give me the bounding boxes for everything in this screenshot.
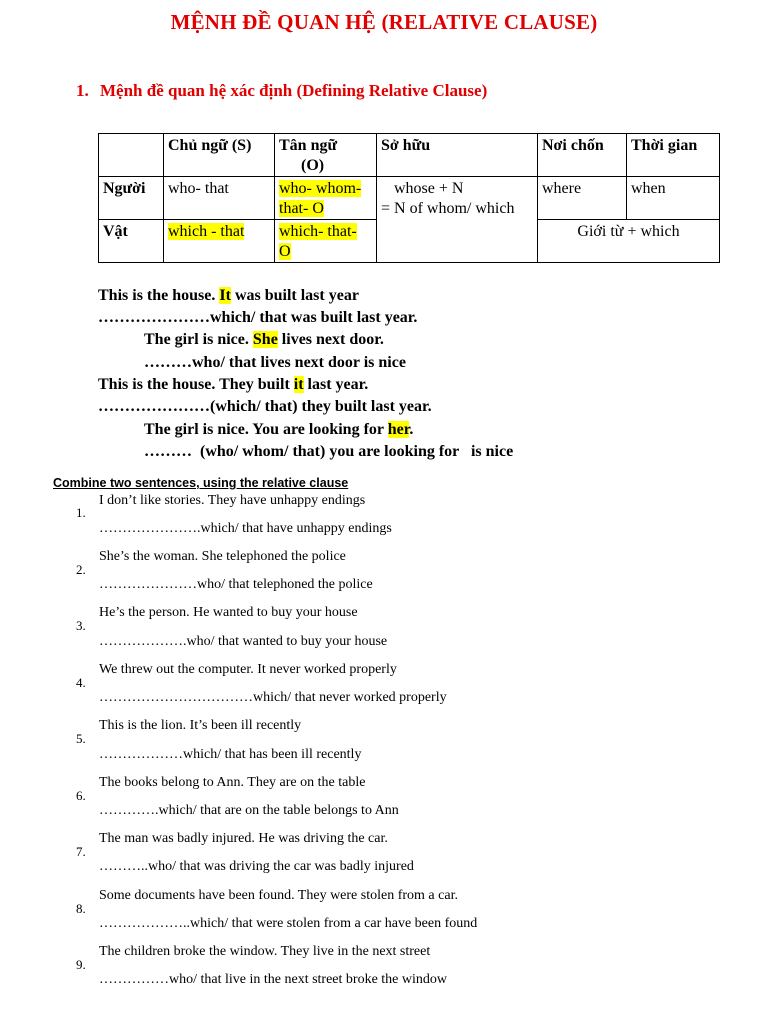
exercise-number: 9. [76, 957, 86, 972]
example-line-8: ……… (who/ whom/ that) you are looking for is nice [144, 443, 514, 460]
example-line-5 [98, 376, 368, 394]
thing-subject-text: which - that [168, 223, 245, 240]
example-line-1 [98, 287, 359, 305]
possessive-line1: whose + N [394, 180, 464, 197]
header-object-line1: Tân ngữ [279, 137, 338, 154]
exercise-number: 8. [76, 901, 86, 916]
possessive-cell [377, 177, 538, 263]
header-time: Thời gian [627, 134, 720, 177]
exercise-answer: ……………….who/ that wanted to buy your house [99, 634, 388, 649]
page-title: MỆNH ĐỀ QUAN HỆ (RELATIVE CLAUSE) [170, 10, 598, 34]
exercise-answer: ………………which/ that has been ill recently [99, 747, 362, 762]
thing-object [275, 220, 377, 263]
exercise-number: 1. [76, 505, 86, 520]
exercise-question: She’s the woman. She telephoned the police [99, 549, 346, 564]
thing-subject [164, 220, 275, 263]
exercise-number: 4. [76, 675, 86, 690]
example-line-4: ………who/ that lives next door is nice [144, 354, 406, 371]
header-possessive: Sở hữu [377, 134, 538, 177]
example-text: This is the house. [98, 287, 220, 304]
example-line-2: …………………which/ that was built last year. [98, 309, 418, 326]
example-text: The girl is nice. You are looking for [144, 421, 388, 438]
exercise-answer: ……………………………which/ that never worked properly [99, 690, 447, 705]
header-subject: Chủ ngữ (S) [164, 134, 275, 177]
exercise-answer: ………………….which/ that have unhappy endings [99, 521, 392, 536]
possessive-line2: = N of whom/ which [381, 200, 515, 217]
section-number: 1. [76, 81, 89, 100]
row-label-person: Người [99, 177, 164, 220]
exercise-answer: ………….which/ that are on the table belongs to Ann [99, 803, 399, 818]
exercise-heading: Combine two sentences, using the relative clause [53, 476, 349, 490]
thing-object-line2: O [279, 243, 291, 260]
exercise-answer: ………………..which/ that were stolen from a car have been found [99, 916, 478, 931]
example-line-6: …………………(which/ that) they built last year. [98, 398, 432, 415]
section-heading [76, 81, 487, 101]
thing-preposition: Giới từ + which [538, 220, 720, 263]
header-object-line2: (O) [301, 157, 325, 174]
thing-object-line1: which- that- [279, 223, 357, 240]
example-highlight: it [293, 376, 304, 393]
exercise-number: 2. [76, 562, 86, 577]
exercise-number: 5. [76, 731, 86, 746]
exercise-number: 6. [76, 788, 86, 803]
header-place: Nơi chốn [538, 134, 627, 177]
exercise-question: The children broke the window. They live in the next street [99, 944, 431, 959]
person-object-line1: who- whom- [279, 180, 362, 197]
exercise-number: 7. [76, 844, 86, 859]
section-heading-text: Mệnh đề quan hệ xác định (Defining Relative Clause) [100, 81, 488, 100]
example-line-7 [144, 421, 413, 439]
example-highlight: It [219, 287, 231, 304]
example-text: The girl is nice. [144, 331, 253, 348]
example-text: . [409, 421, 414, 438]
example-text: was built last year [230, 287, 359, 304]
header-object [275, 134, 377, 177]
exercise-question: Some documents have been found. They were stolen from a car. [99, 888, 458, 903]
exercise-question: The books belong to Ann. They are on the table [99, 775, 366, 790]
example-text: This is the house. They built [98, 376, 294, 393]
exercise-answer: …………………who/ that telephoned the police [99, 577, 373, 592]
person-place: where [538, 177, 627, 220]
exercise-answer: ………..who/ that was driving the car was badly injured [99, 859, 414, 874]
exercise-question: We threw out the computer. It never worked properly [99, 662, 397, 677]
person-time: when [627, 177, 720, 220]
exercise-number: 3. [76, 618, 86, 633]
example-highlight: She [252, 331, 278, 348]
exercise-question: He’s the person. He wanted to buy your house [99, 605, 358, 620]
example-highlight: her [387, 421, 410, 438]
example-text: last year. [303, 376, 369, 393]
person-object-line2: that- O [279, 200, 324, 217]
table-row-person [99, 177, 720, 220]
header-empty [99, 134, 164, 177]
exercise-question: The man was badly injured. He was driving the car. [99, 831, 388, 846]
exercise-answer: ……………who/ that live in the next street broke the window [99, 972, 447, 987]
row-label-thing: Vật [99, 220, 164, 263]
person-subject: who- that [164, 177, 275, 220]
exercise-question: This is the lion. It’s been ill recently [99, 718, 302, 733]
person-object [275, 177, 377, 220]
table-header-row [99, 134, 720, 177]
example-text: lives next door. [277, 331, 384, 348]
exercise-question: I don’t like stories. They have unhappy endings [99, 493, 366, 508]
relative-pronoun-table [98, 133, 720, 263]
example-line-3 [144, 331, 384, 349]
